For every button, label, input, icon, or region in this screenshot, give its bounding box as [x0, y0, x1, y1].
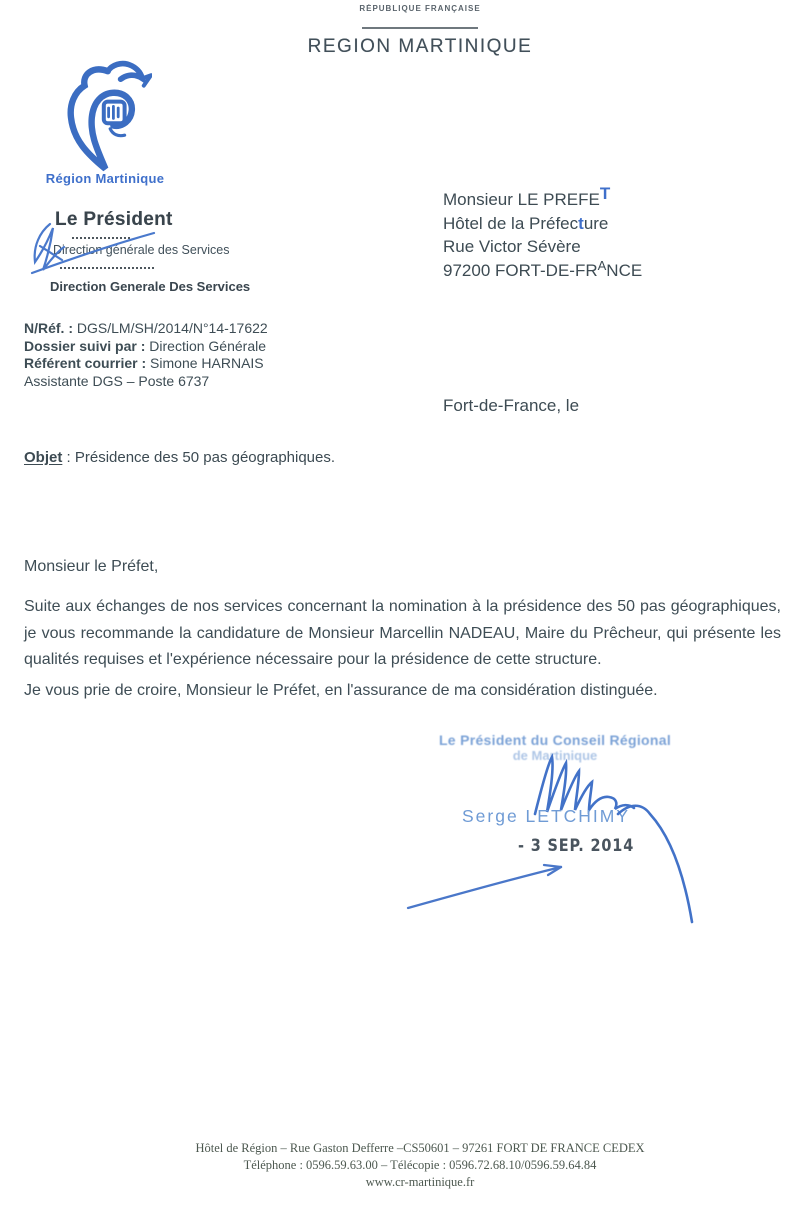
recipient-text: Monsieur LE PREFE [443, 190, 600, 209]
recipient-text: ure [583, 213, 609, 233]
pen-arrow-stroke [398, 856, 578, 916]
signature-stamp-line-2: de Martinique [512, 748, 598, 763]
pen-mark-letter: T [599, 184, 611, 203]
footer-phone: Téléphone : 0596.59.63.00 – Télécopie : 0596.72.68.10/0596.59.64.84 [243, 1158, 597, 1172]
reference-line [24, 355, 268, 373]
recipient-line [443, 259, 642, 284]
service-line-2: Direction Generale Des Services [50, 279, 251, 294]
sender-title: Le Président [55, 209, 173, 230]
body-paragraph-2: Je vous prie de croire, Monsieur le Préfet, en l'assurance de ma considération distinguée. [24, 682, 658, 699]
footer-address: Hôtel de Région – Rue Gaston Defferre –CS50601 – 97261 FORT DE FRANCE CEDEX [195, 1141, 645, 1155]
recipient-line [443, 184, 642, 212]
recipient-text: NCE [606, 260, 643, 280]
ref-label: N/Réf. : [24, 320, 73, 336]
recipient-line [443, 212, 642, 236]
date-stamp: - 3 SEP. 2014 [518, 836, 635, 856]
dossier-label: Dossier suivi par : [24, 337, 146, 354]
pen-scribble-mark [20, 216, 160, 278]
republique-francaise-label: RÉPUBLIQUE FRANÇAISE [359, 4, 481, 13]
reference-block [24, 320, 268, 390]
recipient-text: Hôtel de la Préfec [443, 213, 579, 233]
recipient-text: 97200 FORT-DE-FR [443, 260, 598, 280]
place-date-line: Fort-de-France, le [443, 396, 580, 415]
pen-curve-stroke [612, 790, 722, 930]
header-divider-line [362, 27, 478, 29]
courrier-label: Référent courrier : [24, 355, 147, 371]
signatory-name: Serge LETCHIMY [462, 806, 631, 826]
recipient-line: Rue Victor Sévère [443, 237, 581, 256]
region-martinique-title: REGION MARTINIQUE [307, 36, 533, 57]
pen-mark-letter: t [578, 213, 584, 233]
raised-letter: A [597, 257, 607, 273]
subject-label: Objet [24, 449, 63, 466]
region-martinique-logo [62, 60, 152, 172]
body-paragraph-1: Suite aux échanges de nos services concernant la nomination à la présidence des 50 pas géographiques, je vous recommande la candidature de Monsieur Marcellin NADEAU, Maire du Prêcheur, qui présente les qualités requises et l'expérience nécessaire pour la présidence de cette structure. [24, 598, 781, 668]
reference-line [24, 320, 268, 338]
subject-line [24, 449, 335, 466]
courrier-value: Simone HARNAIS [146, 355, 264, 371]
logo-caption: Région Martinique [45, 171, 165, 186]
reference-line: Assistante DGS – Poste 6737 [24, 372, 210, 389]
subject-value: : Présidence des 50 pas géographiques. [62, 449, 336, 466]
dossier-value: Direction Générale [145, 337, 267, 354]
ref-value: DGS/LM/SH/2014/N°14-17622 [73, 320, 268, 336]
salutation: Monsieur le Préfet, [24, 558, 159, 575]
footer-website: www.cr-martinique.fr [365, 1175, 475, 1189]
reference-line [24, 338, 268, 356]
service-line-1: Direction générale des Services [53, 243, 230, 257]
recipient-address [443, 184, 643, 283]
hummingbird-logo-icon [62, 60, 152, 172]
signature-stamp-line-1: Le Président du Conseil Régional [438, 732, 672, 748]
